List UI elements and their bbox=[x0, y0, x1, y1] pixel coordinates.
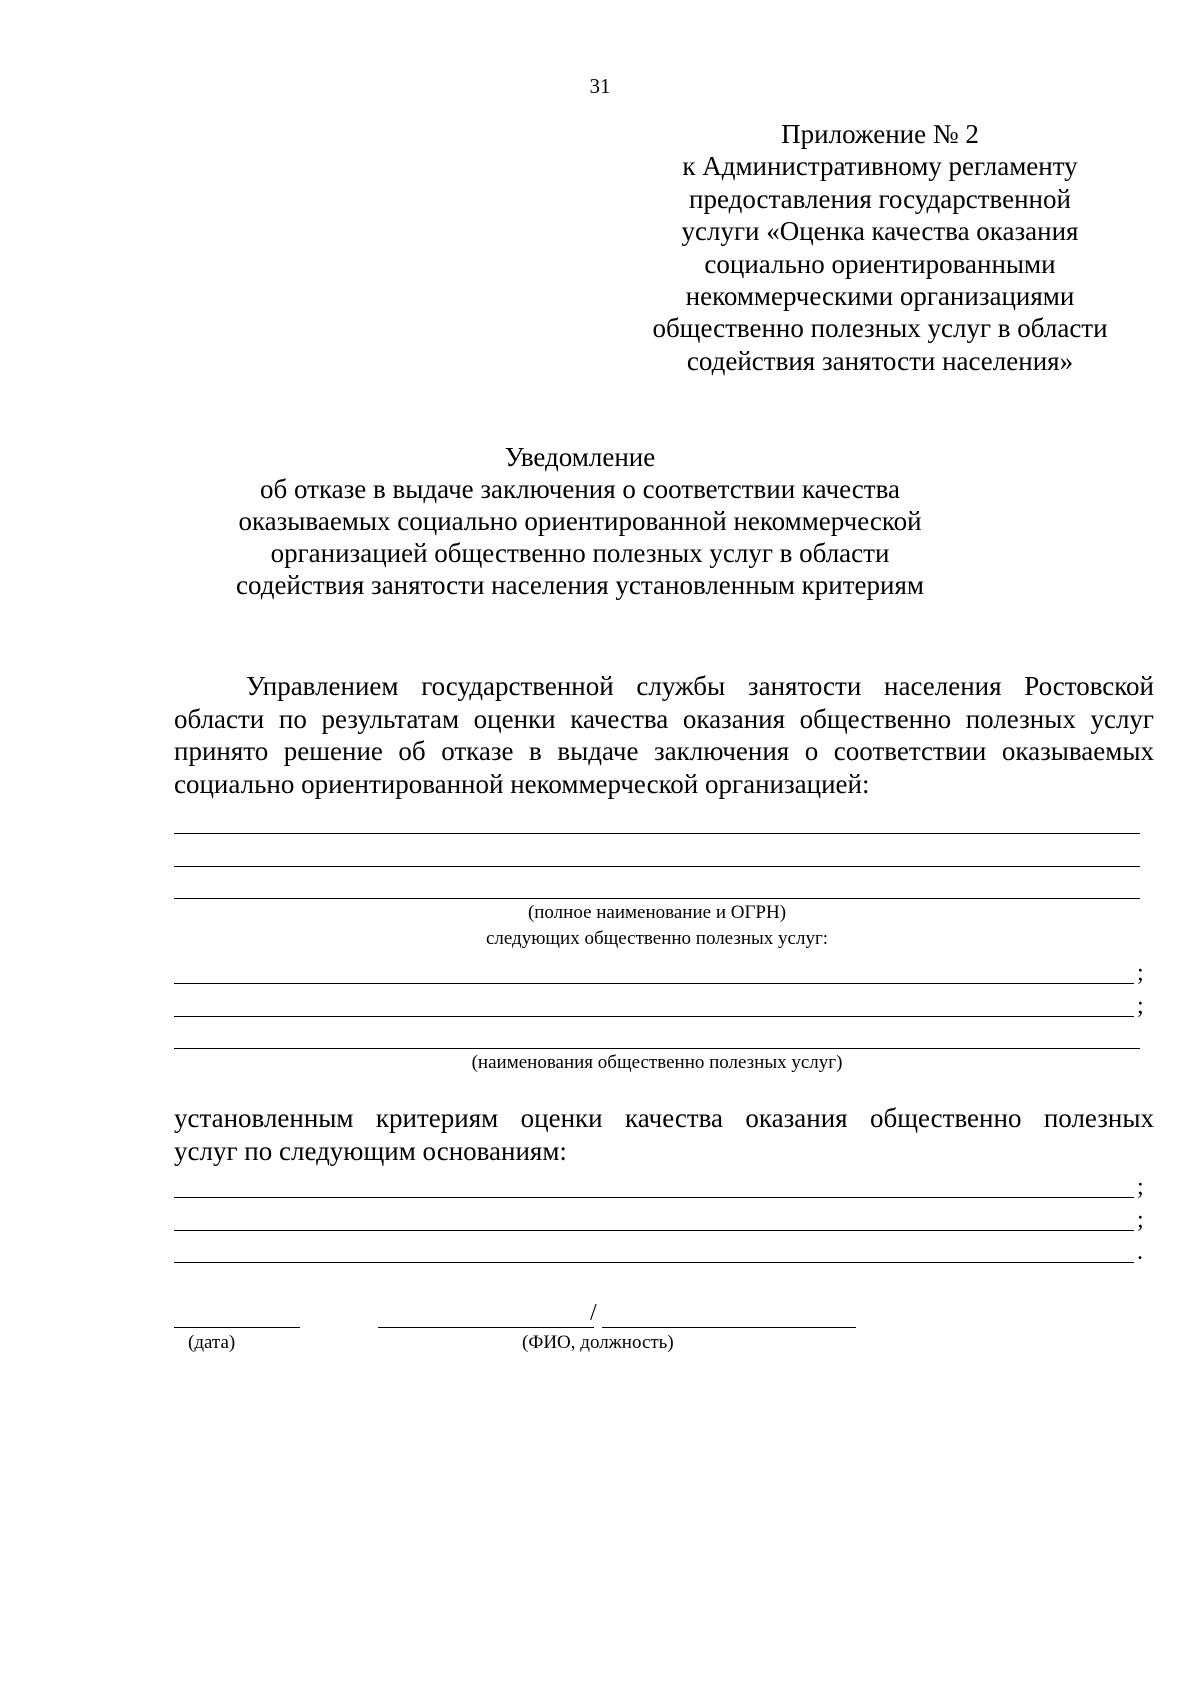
semicolon: ; bbox=[1137, 960, 1144, 986]
semicolon: ; bbox=[1137, 993, 1144, 1019]
service-blank-line[interactable] bbox=[174, 1016, 1134, 1017]
services-intro-text: следующих общественно полезных услуг: bbox=[485, 928, 829, 949]
grounds-blank-line[interactable] bbox=[174, 1262, 1134, 1263]
date-label: (дата) bbox=[188, 1332, 236, 1353]
appendix-line: Приложение № 2 bbox=[781, 119, 979, 149]
notice-subtitle-line: об отказе в выдаче заключения о соответствии качества bbox=[260, 474, 900, 504]
grounds-blank-line[interactable] bbox=[174, 1230, 1134, 1231]
notice-heading: Уведомление bbox=[504, 442, 656, 472]
semicolon: ; bbox=[1137, 1174, 1144, 1200]
grounds-paragraph bbox=[174, 1102, 1154, 1167]
org-name-blank-line[interactable] bbox=[174, 898, 1140, 899]
name-position-label: (ФИО, должность) bbox=[522, 1332, 674, 1353]
service-blank-line[interactable] bbox=[174, 1048, 1140, 1049]
notice-title bbox=[160, 441, 1000, 601]
appendix-header bbox=[640, 118, 1120, 377]
semicolon: ; bbox=[1137, 1207, 1144, 1233]
paragraph-line: установленным критериям оценки качества оказания общественно полезных bbox=[174, 1103, 1154, 1133]
appendix-line: общественно полезных услуг в области bbox=[652, 313, 1108, 344]
paragraph-line: социально ориентированной некоммерческой организацией: bbox=[174, 768, 870, 799]
org-name-caption: (полное наименование и ОГРН) bbox=[527, 902, 787, 923]
services-caption: (наименования общественно полезных услуг) bbox=[471, 1052, 843, 1073]
page-number: 31 bbox=[589, 74, 611, 98]
org-name-blank-line[interactable] bbox=[174, 833, 1140, 834]
decision-paragraph bbox=[174, 670, 1154, 800]
signature-slash: / bbox=[590, 1300, 597, 1326]
grounds-blank-line[interactable] bbox=[174, 1197, 1134, 1198]
period: . bbox=[1137, 1239, 1143, 1265]
appendix-line: предоставления государственной bbox=[689, 183, 1071, 214]
signature-blank-line[interactable] bbox=[378, 1327, 594, 1328]
notice-subtitle-line: оказываемых социально ориентированной некоммерческой bbox=[238, 506, 922, 536]
paragraph-line: области по результатам оценки качества оказания общественно полезных услуг bbox=[174, 703, 1154, 734]
appendix-line: социально ориентированными bbox=[704, 248, 1056, 279]
appendix-line: к Административному регламенту bbox=[682, 151, 1078, 182]
org-name-blank-line[interactable] bbox=[174, 866, 1140, 867]
service-blank-line[interactable] bbox=[174, 983, 1134, 984]
name-position-blank-line[interactable] bbox=[602, 1327, 856, 1328]
date-blank-line[interactable] bbox=[174, 1327, 300, 1328]
appendix-line: содействия занятости населения» bbox=[686, 345, 1074, 376]
paragraph-line: услуг по следующим основаниям: bbox=[174, 1135, 567, 1166]
appendix-line: услуги «Оценка качества оказания bbox=[681, 216, 1079, 247]
paragraph-line: Управлением государственной службы занятости населения Ростовской bbox=[246, 671, 1154, 701]
appendix-line: некоммерческими организациями bbox=[685, 281, 1075, 312]
notice-subtitle-line: организацией общественно полезных услуг в области bbox=[270, 538, 890, 568]
notice-subtitle-line: содействия занятости населения установленным критериям bbox=[236, 570, 924, 600]
paragraph-line: принято решение об отказе в выдаче заключения о соответствии оказываемых bbox=[174, 736, 1154, 766]
